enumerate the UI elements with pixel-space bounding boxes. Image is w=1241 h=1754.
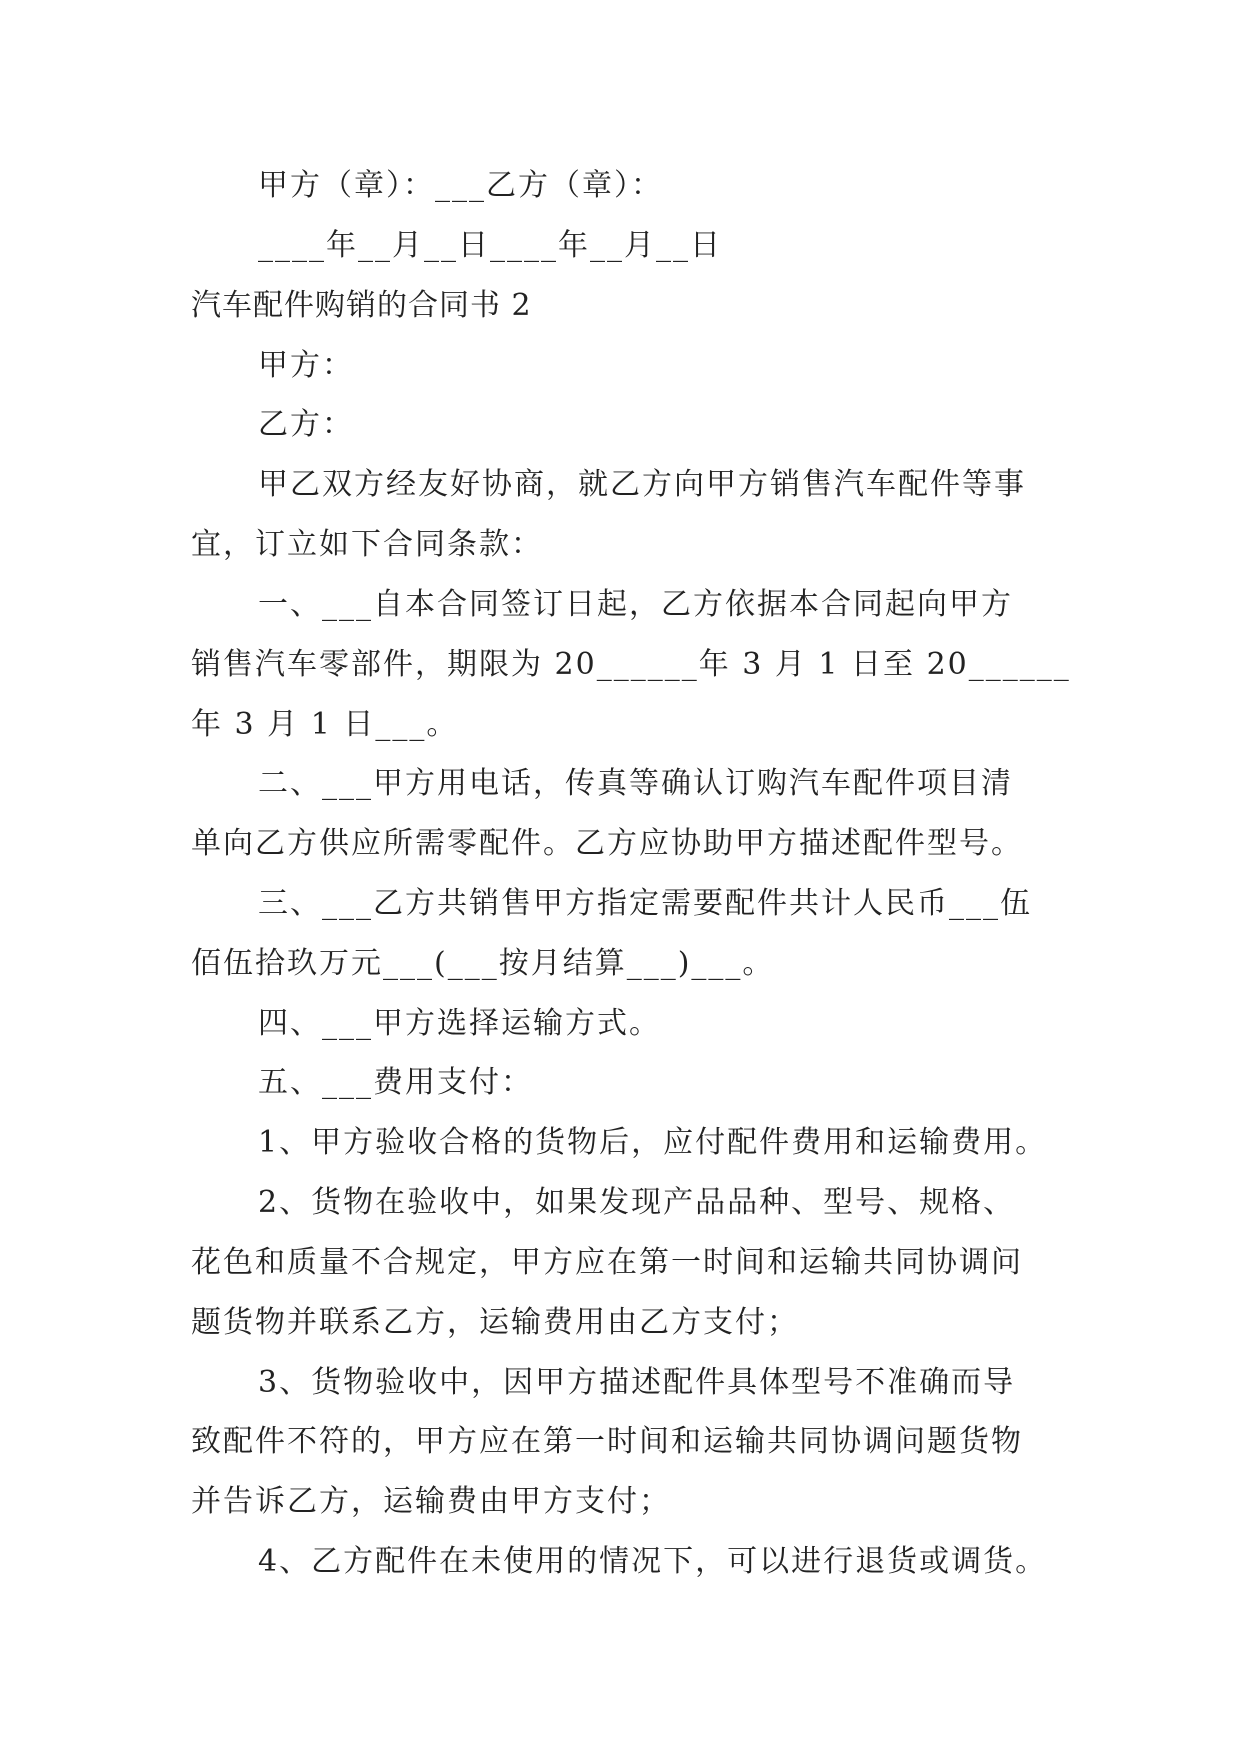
paragraph-line: 甲乙双方经友好协商，就乙方向甲方销售汽车配件等事 [258,467,1026,502]
clause-2-line: 二、___甲方用电话，传真等确认订购汽车配件项目清 [258,766,1013,801]
payment-item-2: 2、货物在验收中，如果发现产品品种、型号、规格、 [258,1185,1016,1220]
date-line: ____年__月__日____年__月__日 [258,228,722,263]
section-title: 汽车配件购销的合同书 2 [191,288,532,323]
clause-1-line: 一、___自本合同签订日起，乙方依据本合同起向甲方 [258,587,1013,622]
clause-2-line: 单向乙方供应所需零配件。乙方应协助甲方描述配件型号。 [191,826,1023,861]
paragraph-line: 宜，订立如下合同条款： [191,527,543,562]
payment-item-1: 1、甲方验收合格的货物后，应付配件费用和运输费用。 [258,1125,1048,1160]
payment-item-3: 3、货物验收中，因甲方描述配件具体型号不准确而导 [258,1365,1016,1400]
clause-3-line: 佰伍拾玖万元___(___按月结算___)___。 [191,946,775,981]
party-b-line: 乙方： [258,407,354,442]
clause-4-line: 四、___甲方选择运输方式。 [258,1006,661,1041]
clause-5-line: 五、___费用支付： [258,1065,533,1100]
payment-item-2: 题货物并联系乙方，运输费用由乙方支付； [191,1305,799,1340]
clause-1-line: 年 3 月 1 日___。 [191,707,459,742]
party-a-line: 甲方： [258,348,354,383]
payment-item-4: 4、乙方配件在未使用的情况下，可以进行退货或调货。 [258,1544,1048,1579]
payment-item-3: 并告诉乙方，运输费由甲方支付； [191,1484,671,1519]
signature-line: 甲方（章）：___乙方（章）： [258,168,663,203]
payment-item-2: 花色和质量不合规定，甲方应在第一时间和运输共同协调问 [191,1245,1023,1280]
clause-3-line: 三、___乙方共销售甲方指定需要配件共计人民币___伍 [258,886,1032,921]
clause-1-line: 销售汽车零部件，期限为 20______年 3 月 1 日至 20______ [191,647,1071,682]
payment-item-3: 致配件不符的，甲方应在第一时间和运输共同协调问题货物 [191,1424,1023,1459]
